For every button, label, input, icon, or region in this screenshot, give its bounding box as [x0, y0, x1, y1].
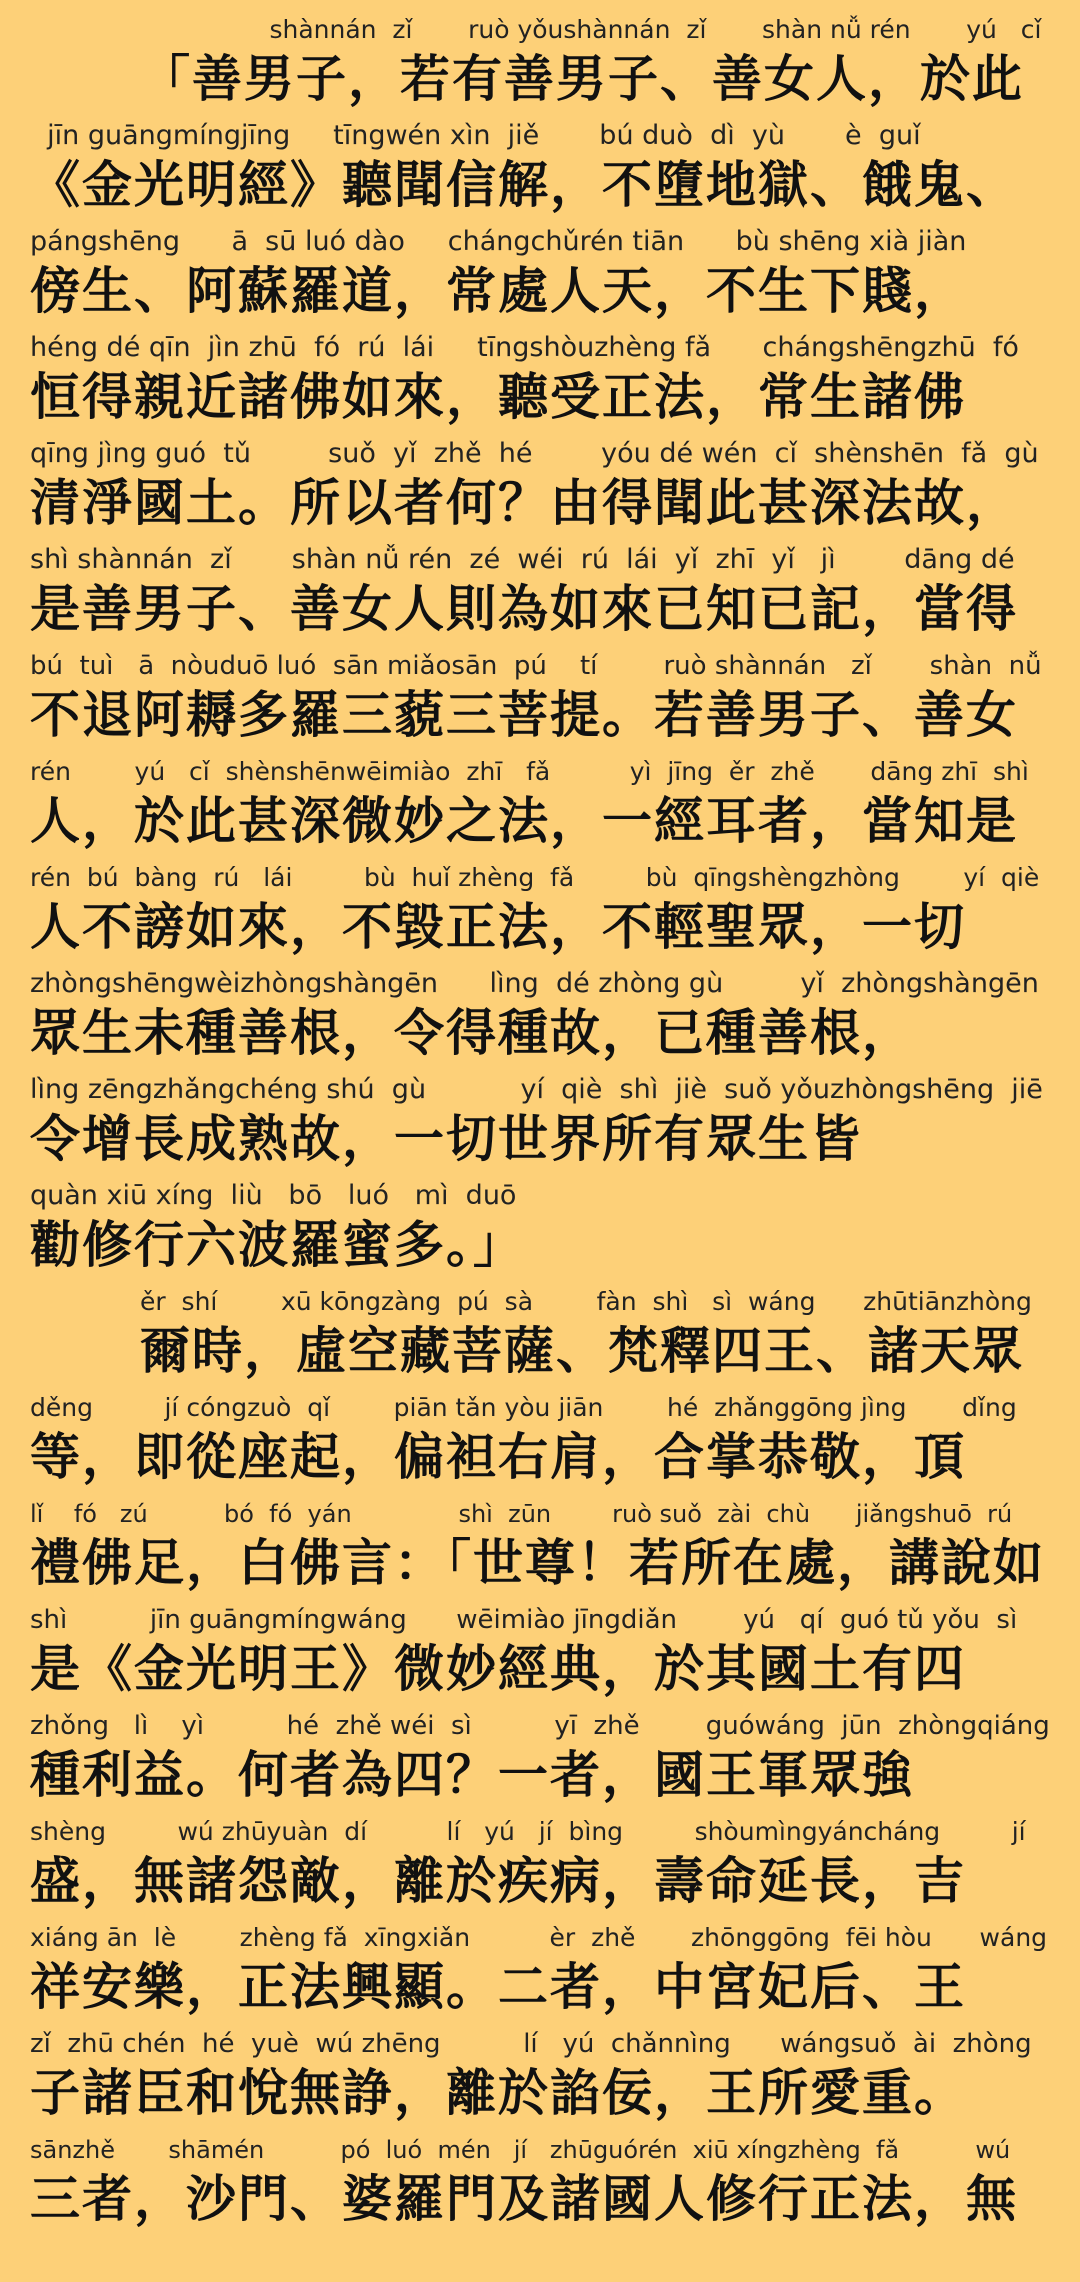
pinyin-text: qīng jìng guó tǔ suǒ yǐ zhě hé yóu dé wén cǐ shènshēn fǎ gù [30, 438, 1039, 469]
verse-line [30, 1390, 1050, 1496]
hanzi-text: 祥安樂，正法興顯。二者，中宮妃后、王 [30, 1958, 966, 2016]
hanzi-text: 等，即從座起，偏袒右肩，合掌恭敬，頂 [30, 1428, 966, 1486]
hanzi-text: 是《金光明王》微妙經典，於其國土有四 [30, 1640, 966, 1698]
pinyin-text: shì shànnán zǐ shàn nǚ rén zé wéi rú lái yǐ zhī yǐ jì dāng dé [30, 544, 1015, 575]
pinyin-text: pángshēng ā sū luó dào chángchǔrén tiān bù shēng xià jiàn [30, 226, 967, 257]
pinyin-text: jīn guāngmíngjīng tīngwén xìn jiě bú duò dì yù è guǐ [30, 120, 921, 151]
pinyin-text: lìng zēngzhǎngchéng shú gù yí qiè shì jiè suǒ yǒuzhòngshēng jiē [30, 1074, 1043, 1105]
pinyin-text: ěr shí xū kōngzàng pú sà fàn shì sì wáng zhūtiānzhòng [140, 1287, 1032, 1316]
verse-line [30, 1920, 1050, 2026]
hanzi-text: 「善男子，若有善男子、善女人，於此 [140, 50, 1024, 108]
verse-line [30, 1708, 1050, 1814]
hanzi-text: 不退阿耨多羅三藐三菩提。若善男子、善女 [30, 686, 1018, 744]
verse-line [30, 754, 1050, 860]
verse-line [30, 118, 1050, 224]
pinyin-text: zǐ zhū chén hé yuè wú zhēng lí yú chǎnnìng wángsuǒ ài zhòng [30, 2029, 1032, 2059]
hanzi-text: 眾生未種善根，令得種故，已種善根， [30, 1004, 914, 1062]
pinyin-text: héng dé qīn jìn zhū fó rú lái tīngshòuzhèng fǎ chángshēngzhū fó [30, 332, 1019, 363]
verse-line [30, 2026, 1050, 2132]
pinyin-text: shànnán zǐ ruò yǒushànnán zǐ shàn nǚ rén yú cǐ [190, 15, 1042, 44]
verse-line [30, 542, 1050, 648]
hanzi-text: 恒得親近諸佛如來，聽受正法，常生諸佛 [30, 368, 966, 426]
hanzi-text: 人，於此甚深微妙之法，一經耳者，當知是 [30, 792, 1018, 850]
pinyin-text: xiáng ān lè zhèng fǎ xīngxiǎn èr zhě zhōnggōng fēi hòu wáng [30, 1923, 1048, 1952]
verse-line [30, 860, 1050, 966]
hanzi-text: 《金光明經》聽聞信解，不墮地獄、餓鬼、 [30, 156, 1018, 214]
pinyin-text: bú tuì ā nòuduō luó sān miǎosān pú tí ruò shànnán zǐ shàn nǚ [30, 651, 1042, 681]
verse-line [30, 2132, 1050, 2238]
verse-line [30, 966, 1050, 1072]
pinyin-text: lǐ fó zú bó fó yán shì zūn ruò suǒ zài chù jiǎngshuō rú [30, 1500, 1013, 1528]
hanzi-text: 是善男子、善女人則為如來已知已記，當得 [30, 580, 1018, 638]
verse-line [30, 648, 1050, 754]
pinyin-text: shì jīn guāngmíngwáng wēimiào jīngdiǎn yú qí guó tǔ yǒu sì [30, 1605, 1018, 1635]
pinyin-text: zhǒng lì yì hé zhě wéi sì yī zhě guówáng jūn zhòngqiáng [30, 1711, 1050, 1741]
verse-line [30, 12, 1050, 118]
verse-line [30, 1814, 1050, 1920]
hanzi-text: 勸修行六波羅蜜多。」 [30, 1216, 525, 1274]
hanzi-text: 令增長成熟故，一切世界所有眾生皆 [30, 1110, 862, 1168]
hanzi-text: 爾時，虛空藏菩薩、梵釋四王、諸天眾 [140, 1322, 1024, 1380]
verse-line [30, 224, 1050, 330]
hanzi-text: 傍生、阿蘇羅道，常處人天，不生下賤， [30, 262, 966, 320]
hanzi-text: 三者，沙門、婆羅門及諸國人修行正法，無 [30, 2170, 1018, 2228]
pinyin-text: quàn xiū xíng liù bō luó mì duō [30, 1180, 517, 1211]
hanzi-text: 禮佛足，白佛言：「世尊！若所在處，講說如 [30, 1534, 1045, 1592]
hanzi-text: 清淨國土。所以者何？由得聞此甚深法故， [30, 474, 1018, 532]
verse-line [30, 1602, 1050, 1708]
pinyin-text: sānzhě shāmén pó luó mén jí zhūguórén xiū xíngzhèng fǎ wú [30, 2136, 1011, 2164]
verse-line [30, 1178, 1050, 1284]
pinyin-text: rén bú bàng rú lái bù huǐ zhèng fǎ bù qīngshèngzhòng yí qiè [30, 863, 1040, 892]
pinyin-text: rén yú cǐ shènshēnwēimiào zhī fǎ yì jīng ěr zhě dāng zhī shì [30, 757, 1029, 786]
hanzi-text: 人不謗如來，不毀正法，不輕聖眾，一切 [30, 898, 966, 956]
verse-line [30, 1496, 1050, 1602]
hanzi-text: 種利益。何者為四？一者，國王軍眾強 [30, 1746, 914, 1804]
verse-line [30, 1072, 1050, 1178]
hanzi-text: 盛，無諸怨敵，離於疾病，壽命延長，吉 [30, 1852, 966, 1910]
verse-line [30, 330, 1050, 436]
hanzi-text: 子諸臣和悅無諍，離於諂佞，王所愛重。 [30, 2064, 966, 2122]
pinyin-text: děng jí cóngzuò qǐ piān tǎn yòu jiān hé zhǎnggōng jìng dǐng [30, 1393, 1017, 1422]
verse-line [30, 1284, 1050, 1390]
verse-line [30, 436, 1050, 542]
pinyin-text: zhòngshēngwèizhòngshàngēn lìng dé zhòng gù yǐ zhòngshàngēn [30, 968, 1039, 999]
pinyin-text: shèng wú zhūyuàn dí lí yú jí bìng shòumìngyáncháng jí [30, 1817, 1026, 1846]
